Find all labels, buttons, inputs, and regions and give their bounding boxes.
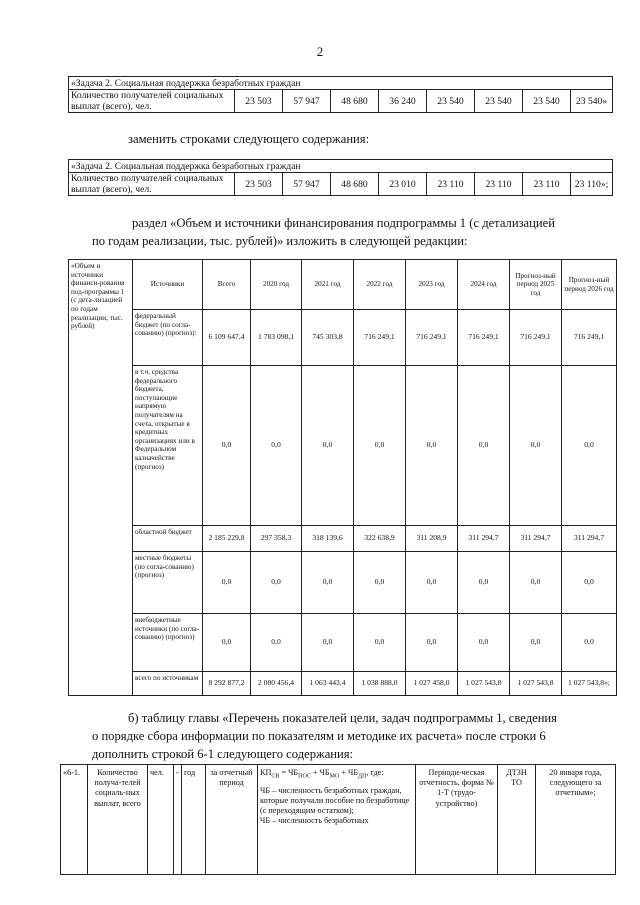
value-cell: 57 947 <box>283 173 331 196</box>
value-cell: 23 110»; <box>571 173 613 196</box>
row-6-1-table <box>60 764 616 875</box>
formula: $КП_{СВ} = ЧБ_{ПОС} + ЧБ_{МО} + ЧБ_{ДП}$, где: <box>260 768 384 780</box>
para-b-line1: б) таблицу главы «Перечень показателей цели, задач подпрограммы 1, сведения <box>128 711 557 725</box>
header-cell: 2021 год <box>302 260 354 310</box>
finance-first-col: «Объем и источники финанси-рования под-программы 1 (с дета-лизацией по годам реализации, тыс. рублей) <box>69 260 133 696</box>
value-cell: 0,0 <box>203 614 251 672</box>
value-cell: 0,0 <box>406 366 458 526</box>
value-cell: 0,0 <box>458 552 510 614</box>
row-label: Количество получателей социальных выплат (всего), чел. <box>69 173 235 196</box>
replace-text: заменить строками следующего содержания: <box>128 132 370 146</box>
finance-table <box>68 259 617 696</box>
para-b-line3: дополнить строкой 6-1 следующего содержания: <box>92 747 354 761</box>
para-b-line2: о порядке сбора информации по показателям и методике их расчета» после строки 6 <box>92 729 546 743</box>
value-cell: 57 947 <box>283 90 331 113</box>
value-cell: 0,0 <box>302 366 354 526</box>
value-cell: 0,0 <box>562 366 617 526</box>
header-cell: 2020 год <box>251 260 302 310</box>
table-before <box>68 76 613 113</box>
value-cell: 0,0 <box>510 366 562 526</box>
value-cell: 0,0 <box>251 366 302 526</box>
value-cell: 23 540 <box>475 90 523 113</box>
header-cell: Источники <box>133 260 203 310</box>
header-cell: 2024 год <box>458 260 510 310</box>
value-cell: 716 249,1 <box>510 310 562 366</box>
value-cell: 1 063 443,4 <box>302 672 354 696</box>
value-cell: 0,0 <box>510 614 562 672</box>
value-cell: 6 109 647,4 <box>203 310 251 366</box>
value-cell: 1 027 543,8 <box>458 672 510 696</box>
value-cell: 716 249,1 <box>458 310 510 366</box>
period: за отчетный период <box>206 765 258 875</box>
value-cell: 0,0 <box>251 552 302 614</box>
source-label: федеральный бюджет (по согла-сованию) (прогноз): <box>133 310 203 366</box>
value-cell: 311 294,7 <box>562 526 617 552</box>
value-cell: 0,0 <box>406 552 458 614</box>
dash: - <box>174 765 182 875</box>
value-cell: 23 503 <box>235 90 283 113</box>
header-cell: Прогноз-ный период 2026 год <box>562 260 617 310</box>
value-cell: 23 110 <box>427 173 475 196</box>
value-cell: 2 080 456,4 <box>251 672 302 696</box>
value-cell: 0,0 <box>562 614 617 672</box>
value-cell: 297 358,3 <box>251 526 302 552</box>
value-cell: 23 110 <box>523 173 571 196</box>
value-cell: 23 540» <box>571 90 613 113</box>
page-number: 2 <box>316 44 324 59</box>
row-number: «6-1. <box>61 765 88 875</box>
value-cell: 0,0 <box>354 614 406 672</box>
value-cell: 2 185 229,8 <box>203 526 251 552</box>
source-label: местные бюджеты (по согла-сованию) (прогноз) <box>133 552 203 614</box>
value-cell: 48 680 <box>331 173 379 196</box>
value-cell: 36 240 <box>379 90 427 113</box>
source-label: всего по источникам <box>133 672 203 696</box>
value-cell: 311 294,7 <box>458 526 510 552</box>
row-label: Количество получателей социальных выплат (всего), чел. <box>69 90 235 113</box>
value-cell: 1 027 458,0 <box>406 672 458 696</box>
header-cell: 2023 год <box>406 260 458 310</box>
section-text-line1: раздел «Объем и источники финансирования подпрограммы 1 (с детализацией <box>132 216 555 230</box>
value-cell: 23 010 <box>379 173 427 196</box>
value-cell: 0,0 <box>510 552 562 614</box>
responsible: ДТЗН ТО <box>498 765 536 875</box>
definition-1: ЧБ – численность безработных граждан, которые получали пособие по безработице (с переходящим остатком); <box>260 785 410 816</box>
value-cell: 1 038 888,0 <box>354 672 406 696</box>
value-cell: 1 027 543,8 <box>510 672 562 696</box>
header-cell: Прогноз-ный период 2025 год <box>510 260 562 310</box>
section-text-line2: по годам реализации, тыс. рублей)» изложить в следующей редакции: <box>92 234 468 248</box>
table-after <box>68 159 613 196</box>
value-cell: 23 540 <box>523 90 571 113</box>
value-cell: 23 540 <box>427 90 475 113</box>
value-cell: 716 249,1 <box>354 310 406 366</box>
data-source: Периоди-ческая отчетность, форма № 1-Т (трудо-устройство) <box>416 765 498 875</box>
indicator-name: Количество получа-телей социаль-ных выплат, всего <box>88 765 148 875</box>
value-cell: 8 292 877,2 <box>203 672 251 696</box>
definition-2: ЧБ – численность безработных <box>260 816 369 826</box>
value-cell: 1 027 543,8»; <box>562 672 617 696</box>
value-cell: 23 110 <box>475 173 523 196</box>
value-cell: 0,0 <box>302 614 354 672</box>
deadline: 20 января года, следующего за отчетным»; <box>536 765 616 875</box>
task-title: «Задача 2. Социальная поддержка безработных граждан <box>69 160 613 173</box>
value-cell: 0,0 <box>562 552 617 614</box>
value-cell: 0,0 <box>406 614 458 672</box>
value-cell: 311 208,9 <box>406 526 458 552</box>
value-cell: 311 294,7 <box>510 526 562 552</box>
value-cell: 23 503 <box>235 173 283 196</box>
value-cell: 0,0 <box>354 552 406 614</box>
value-cell: 0,0 <box>203 552 251 614</box>
value-cell: 0,0 <box>302 552 354 614</box>
value-cell: 0,0 <box>458 614 510 672</box>
header-cell: 2022 год <box>354 260 406 310</box>
value-cell: 745 303,8 <box>302 310 354 366</box>
unit: чел. <box>148 765 174 875</box>
period-unit: год <box>182 765 206 875</box>
value-cell: 0,0 <box>354 366 406 526</box>
value-cell: 0,0 <box>458 366 510 526</box>
value-cell: 1 783 098,1 <box>251 310 302 366</box>
formula-cell <box>258 765 416 875</box>
value-cell: 318 139,6 <box>302 526 354 552</box>
value-cell: 322 638,9 <box>354 526 406 552</box>
task-title: «Задача 2. Социальная поддержка безработных граждан <box>69 77 613 90</box>
value-cell: 48 680 <box>331 90 379 113</box>
header-cell: Всего <box>203 260 251 310</box>
value-cell: 716 249,1 <box>406 310 458 366</box>
source-label: в т.ч. средства федерального бюджета, поступающие напрямую получателям на счета, открытые в кредитных организациях или в Федеральном казначействе (прогноз) <box>133 366 203 526</box>
value-cell: 0,0 <box>203 366 251 526</box>
source-label: областной бюджет <box>133 526 203 552</box>
value-cell: 716 249,1 <box>562 310 617 366</box>
source-label: внебюджетные источники (по согла-сованию) (прогноз) <box>133 614 203 672</box>
value-cell: 0,0 <box>251 614 302 672</box>
